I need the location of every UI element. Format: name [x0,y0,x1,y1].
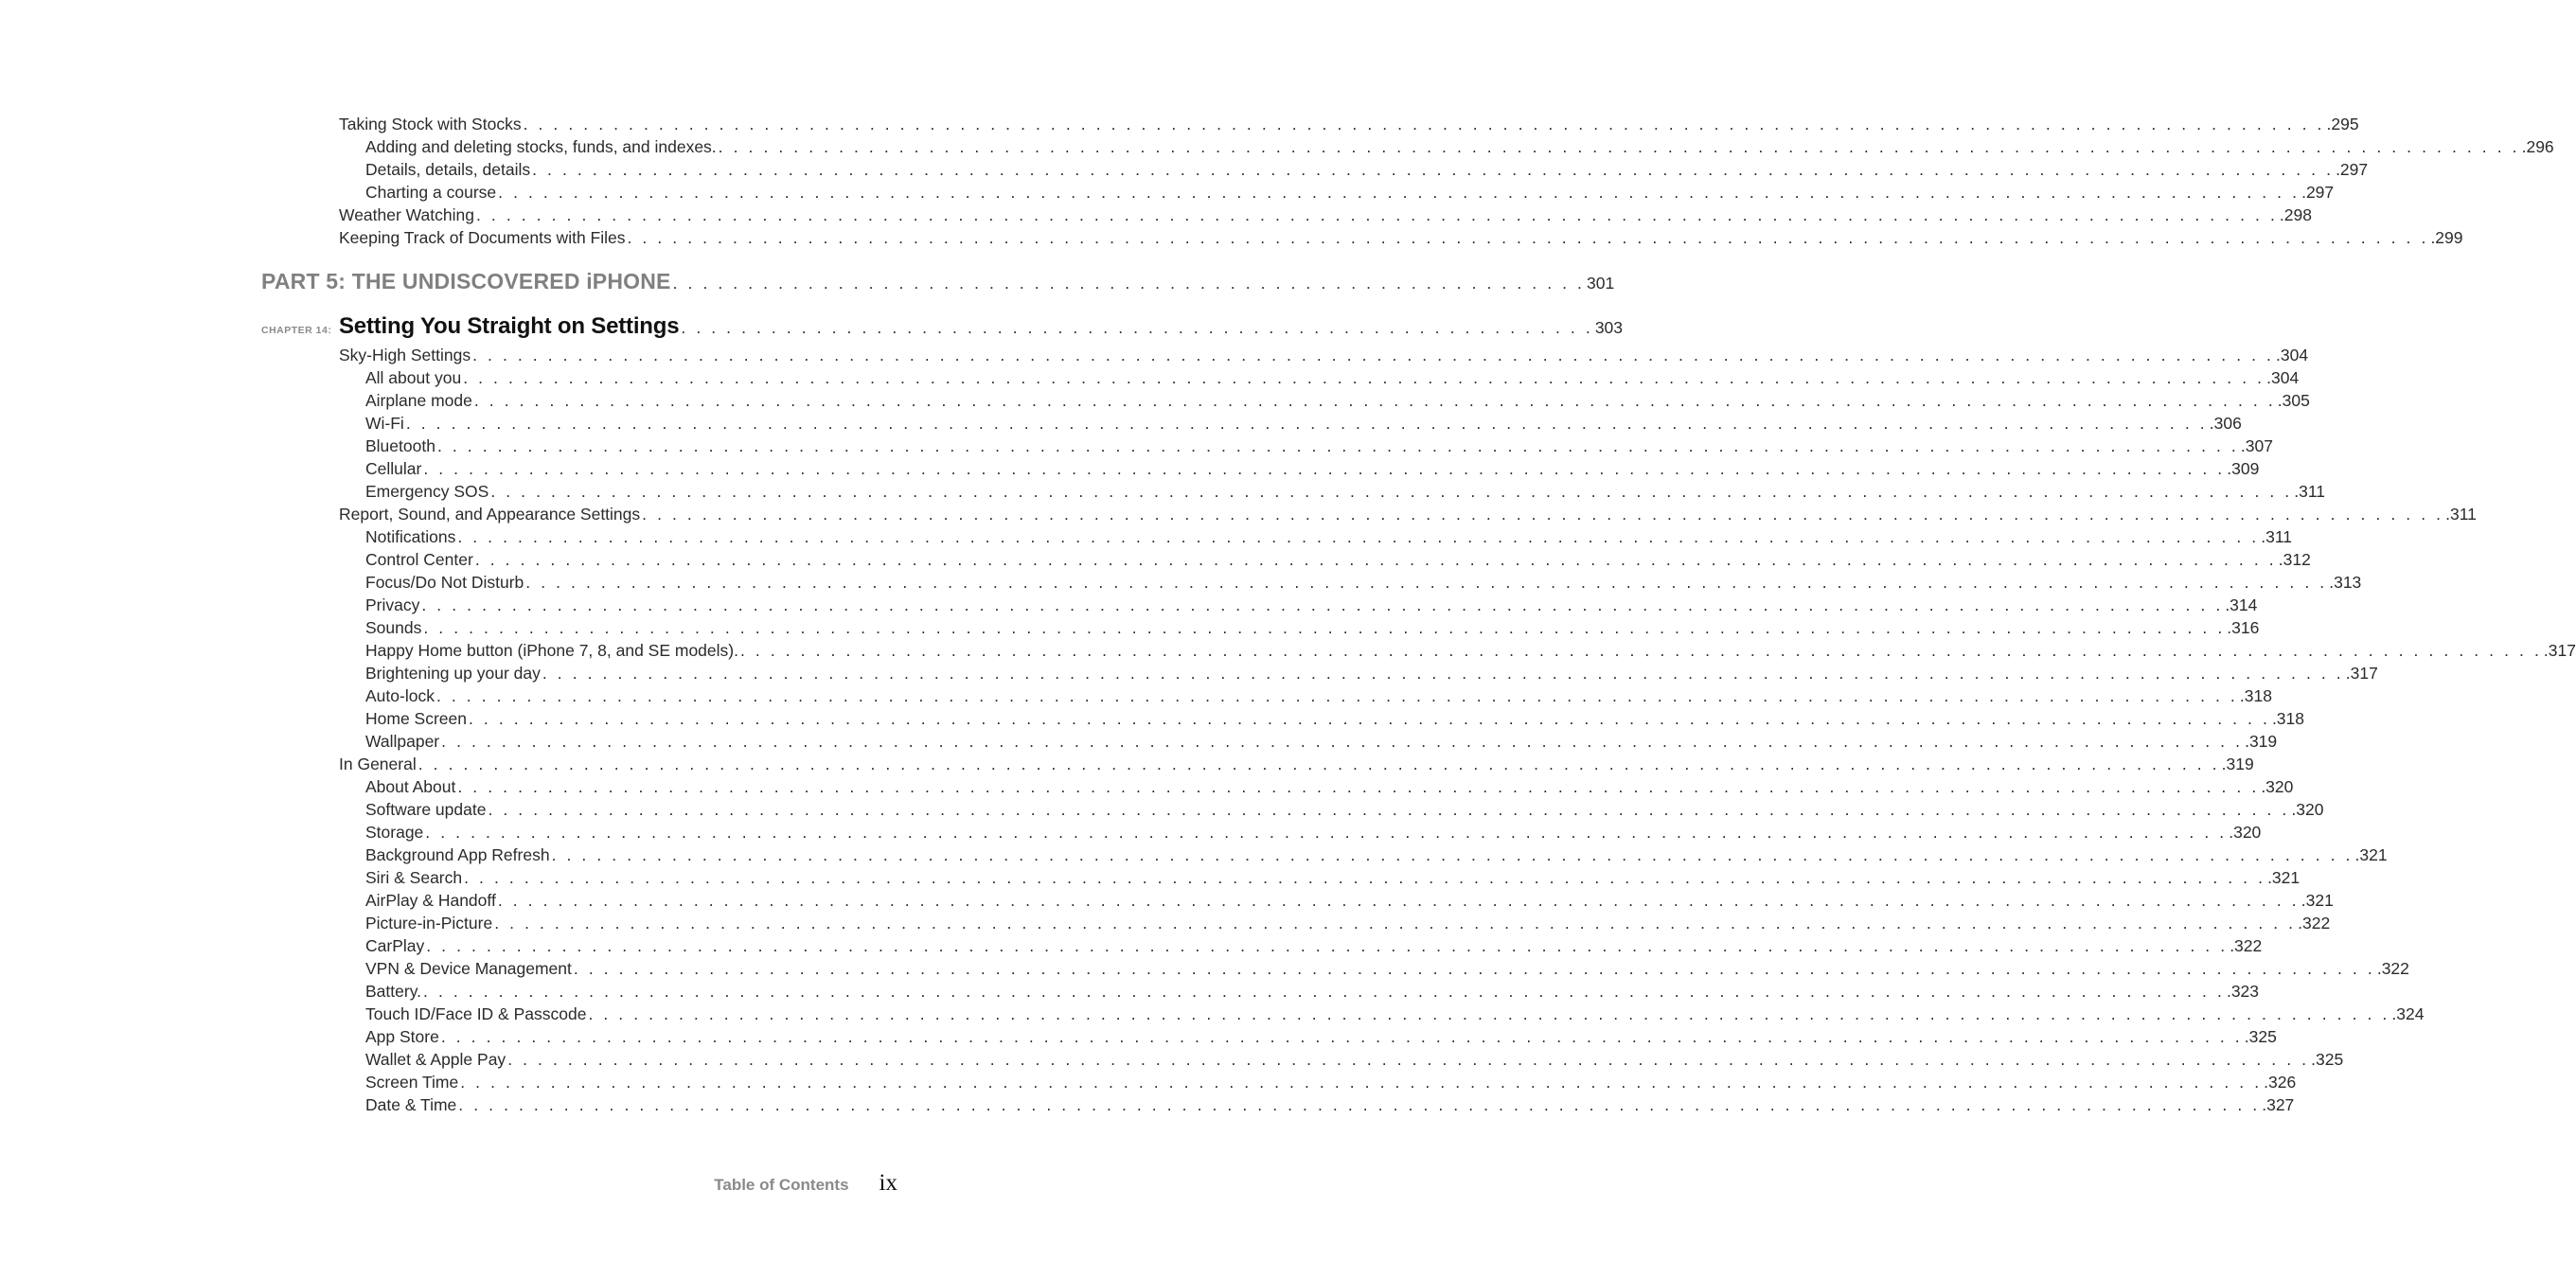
dot-leader: . . . . . . . . . . . . . . . . . . . . . . . . . . . . . . . . . . . . . . . . . . . . . . . . . . . . . . . . . . . . . . . . . . . . . . . . . . . . . . . . . . . . . . . . . . . . . . . . . . . . . . . . . . . . . . . . . . . . . . . . [417,755,2220,773]
toc-entry-page: .313 [2329,573,2362,592]
toc-entry-title: Sounds [365,618,422,637]
toc-entry[interactable] [365,135,2554,158]
toc-entry-page: .304 [2276,346,2309,364]
toc-entry[interactable] [365,912,2331,934]
dot-leader: . . . . . . . . . . . . . . . . . . . . . . . . . . . . . . . . . . . . . . . . . . . . . . . . . . . . . . . . . . . . . . . . . . . . . . . . . . . . . . . . . . . . . . . . . . . . . . . . . . . . . . . . . . . . . . . . . . . . . . . . [642,505,2444,524]
dot-leader: . . . . . . . . . . . . . . . . . . . . . . . . . . . . . . . . . . . . . . . . . . . . . . . . . . . . . . . . . . . . . . . . . . . . . . . . . . . . . . . . . . . . . . . . . . . . . . . . . . . . . . . . . . . . . . . . . . . . . . . . [460,1073,2263,1092]
dot-leader: . . . . . . . . . . . . . . . . . . . . . . . . . . . . . . . . . . . . . . . . . . . . . . . . . . . . . . . . . . . . . . . . . . . . . . . . . . . . . . . . . . . . . . . . . . . . . . . . . . . . . . . . . . . . . . . . . . . . . . . . [423,982,2225,1001]
toc-entry-page: .323 [2226,982,2260,1001]
dot-leader: . . . . . . . . . . . . . . . . . . . . . . . . . . . . . . . . . . . . . . . . . . . . . . . . . . . . . . . . . . . . . . . . . . . . . . . . . . . . . . . . . . . . . . . . . . . . . . . . . . . . . . . . . . . . . . . . . . . . . . . . [457,527,2260,546]
dot-leader: . . . . . . . . . . . . . . . . . . . . . . . . . . . . . . . . . . . . . . . . . . . . . . . . . . . . . . . . . . . . . . . . . . . . . . . . . . . . . . . . . . . . . . . . . . . . . . . . . . . . . . . . . . . . . . . . . . . . . . . . [525,573,2328,592]
toc-entry[interactable] [365,844,2388,866]
toc-entry[interactable] [365,412,2242,435]
toc-entry-page: .327 [2262,1095,2295,1114]
toc-entry[interactable] [365,571,2362,594]
toc-entry[interactable] [365,1071,2297,1093]
dot-leader: . . . . . . . . . . . . . . . . . . . . . . . . . . . . . . . . . . . . . . . . . . . . . . . . . . . . . . . . . . . . . . . . . . . . . . . . . . . . . . . . . . . . . . . . . . . . . . . . . . . . . . . . . . . . . . . . . . . . . . . . [718,137,2520,156]
toc-entry-title: Sky-High Settings [339,346,471,364]
toc-entry-title: Taking Stock with Stocks [339,115,522,133]
toc-entry-title: Adding and deleting stocks, funds, and indexes. [365,137,717,156]
dot-leader: . . . . . . . . . . . . . . . . . . . . . . . . . . . . . . . . . . . . . . . . . . . . . . . . . . . . . . . . . . . . . . . . . . . . . . . . . . . . . . . . . . . . . . . . . . . . . . . . . . . . . . . . . . . . . . . . . . . . . . . . [474,550,2277,569]
toc-entry-title: Wallpaper [365,732,440,751]
toc-entry-title: AirPlay & Handoff [365,891,496,910]
toc-entry[interactable] [365,707,2304,730]
toc-entry[interactable] [365,775,2294,798]
toc-entry-title: Weather Watching [339,205,474,224]
toc-entry-title: Background App Refresh [365,845,550,864]
toc-entry-page: .322 [2376,959,2409,978]
toc-entry-title: All about you [365,368,462,387]
dot-leader: . . . . . . . . . . . . . . . . . . . . . . . . . . . . . . . . . . . . . . . . . . . . . . . . . . . . . . . . . . . . . . . . . . . . . . . . . . . . . . . . . . . . . . . . . . . . . . . . . . . . . . . . . . . . . . . . . . . . . . . . [739,641,2542,660]
dot-leader: . . . . . . . . . . . . . . . . . . . . . . . . . . . . . . . . . . . . . . . . . . . . . . . . . . . . . . . . . . . . . . . . . . . . . . . . . . . . . . . . . . . . . . . . . . . . . . . . . . . . . . . . . . . . . . . . . . . . . . . . [507,1050,2310,1069]
dot-leader: . . . . . . . . . . . . . . . . . . . . . . . . . . . . . . . . . . . . . . . . . . . . . . . . . . . . . . . . . . . . . . . . . . . . . . . . . . . . . . . . . . . . . . . . . . . . . . . . . . . . . . . . . . . . . . . . . . . . . . . . [436,436,2239,455]
dot-leader: . . . . . . . . . . . . . . . . . . . . . . . . . . . . . . . . . . . . . . . . . . . . . . . . . . . . . . . . . . . . . . . . . . . . . . . . . . . . . . . . . . . . . . . . . . . . . . . . . . . . . . . . . . . . . . . . . . . . . . . . [475,205,2278,224]
toc-entry-title: Privacy [365,595,420,614]
toc-entry-title: Control Center [365,550,473,569]
toc-entry-page: .321 [2354,845,2388,864]
toc-entry[interactable] [365,1048,2344,1071]
dot-leader: . . . . . . . . . . . . . . . . . . . . . . . . . . . . . . . . . . . . . . . . . . . . . . . . . . . . . . . . . . . . . . . . . . . . . . . . . . . . . . . . . . . . . . . . . . . . . . . . . . . . . . . . . . . . . . . . . . . . . . . . [457,777,2260,796]
toc-entry-page: .317 [2543,641,2576,660]
toc-entry-title: Touch ID/Face ID & Passcode [365,1004,587,1023]
toc-entry-page: .326 [2264,1073,2297,1092]
toc-entry[interactable] [339,503,2477,525]
toc-entry-title: Happy Home button (iPhone 7, 8, and SE models). [365,641,738,660]
dot-leader: . . . . . . . . . . . . . . . . . . . . . . . . . . . . . . . . . . . . . . . . . . . . . . . . . . . . . . . . . . . . . . . . . . . . . . . . . . . . . . . . . . . . . . . . . . . . . . . . . . . . . . . . . . . . . . . . . . . . . . . . [469,709,2270,728]
dot-leader: . . . . . . . . . . . . . . . . . . . . . . . . . . . . . . . . . . . . . . . . . . . . . . . . . . . . . . . . . . . . . . . . . . . . . . . . . . . . . . . . . . . . . . . . . . . . . . . . . . . . . . . . . . . . . . . . . . . . . . . . [627,228,2429,247]
toc-entry[interactable] [339,204,2312,226]
toc-entry-title: Details, details, details [365,160,531,179]
toc-entry-page: .320 [2229,823,2262,842]
dot-leader: . . . . . . . . . . . . . . . . . . . . . . . . . . . . . . . . . . . . . . . . . . . . . . . . . . . . . . . . . . . . . . . . . . . . . . . . . . . . . . . . . . . . . . . . . . . . . . . . . . . . . . . . . . . . . . . . . . . . . . . . [423,459,2226,478]
toc-entry[interactable] [365,662,2378,684]
toc-entry-page: .325 [2244,1027,2277,1046]
toc-entry[interactable] [365,798,2324,821]
toc-entry[interactable] [365,548,2311,571]
toc-entry-page: .322 [2230,936,2263,955]
dot-leader: . . . . . . . . . . . . . . . . . . . . . . . . . . . . . . . . . . . . . . . . . . . . . . . . . . . . . . . . . . . . . . . . . . . . . . . . . . . . . . . . . . . . . . . . . . . . . . . . . . . . . . . . . . . . . . . . . . . . . . . . [532,160,2335,179]
toc-entry[interactable] [365,389,2310,412]
toc-entry[interactable] [365,616,2260,639]
toc-entry[interactable] [365,889,2334,912]
dot-leader: . . . . . . . . . . . . . . . . . . . . . . . . . . . . . . . . . . . . . . . . . . . . . . . . . . . . . . . . . . . . . . . . . . . . . . . . . . . . . . . . . . . . . . . . . . . . . . . . . . . . . . . . . . . . . . . . . . . . . . . . [425,823,2228,842]
dot-leader: . . . . . . . . . . . . . . . . . . . . . . . . . . . . . . . . . . . . . . . . . . . . . . . . . . . . . . . . . . . . . . . . . . . . . . . . . . . . . . . . . . . . . . . . . . . . . . . . . . . . . . . . . . . . . . . . . . . . . . . . [435,686,2238,705]
toc-entry[interactable] [365,684,2272,707]
toc-entry[interactable] [339,113,2359,135]
toc-entry[interactable] [365,181,2335,204]
toc-entry-page: .319 [2245,732,2278,751]
dot-leader: . . . . . . . . . . . . . . . . . . . . . . . . . . . . . . . . . . . . . . . . . . . . . . . . . . . . . . . . . . . . . . . . . . . . . . . . . . . . . . . . . . . . . . . . . . . . . . . . . . . . . . . . . . . . . . . . . . . . . . . . [588,1004,2390,1023]
dot-leader: . . . . . . . . . . . . . . . . . . . . . . . . . . . . . . . . . . . . . . . . . . . . . . . . . . . . . . . . . . . . . . . . . . . . . . . . . . . . . . . . . . . . . . . . . . . . . . . . . . . . . . . . . . . . . . . . . . . . . . . . [551,845,2354,864]
toc-entry-title: In General [339,755,417,773]
toc-entry[interactable] [365,366,2300,389]
page-footer [714,1170,897,1197]
toc-entry[interactable] [339,344,2309,366]
toc-entry-page: .307 [2240,436,2273,455]
footer-label: Table of Contents [714,1176,849,1194]
toc-entry-title: Airplane mode [365,391,472,410]
toc-entry[interactable] [365,480,2326,503]
dot-leader: . . . . . . . . . . . . . . . . . . . . . . . . . . . . . . . . . . . . . . . . . . . . . . . . . . . . . . . . . . . . . . . . . . . . . . . . . . . . . . . . . . . . . . . . . . . . . . . . . . . . . . . . . . . . . . . . . . . . . . . . [542,664,2344,683]
toc-entry-title: App Store [365,1027,439,1046]
toc-entry[interactable] [365,866,2301,889]
dot-leader: . . . . . . . . . . . . . . . . . . . . . . . . . . . . . . . . . . . . . . . . . . . . . . . . . . . . . . . . . . . . . . . . . . . . . . . . . . . . . . . . . . . . . . . . . . . . . . . . . . . . . . . . . . . . . . . . . . . . . . . . [573,959,2375,978]
toc-entry[interactable] [365,1093,2295,1116]
dot-leader: . . . . . . . . . . . . . . . . . . . . . . . . . . . . . . . . . . . . . . . . . . . . . . . . . . . . . . . . . . . . . . . . . . . . . . . . . . . . . . . . . . . . . . . . . . . . . . . . . . . . . . . . . . . . . . . . . . . . . . . . [523,115,2325,133]
dot-leader: . . . . . . . . . . . . . . . . . . . . . . . . . . . . . . . . . . . . . . . . . . . . . . . . . . . . . . . . . . . . . . . . . . . . . . . . . . . . . . . . . . . . . . . . . . . . . . . . . . . . . . . . . . . . . . . . . . . . . . . . [464,868,2266,887]
toc-entry-page: .298 [2279,205,2312,224]
part-title: PART 5: THE UNDISCOVERED iPHONE [261,269,671,293]
toc-entry-title: Date & Time [365,1095,457,1114]
chapter-page: 303 [1594,318,1624,337]
toc-entry-title: Storage [365,823,424,842]
toc-entry-title: Focus/Do Not Disturb [365,573,524,592]
toc-entry-title: Brightening up your day [365,664,541,683]
page-number: ix [879,1170,897,1196]
toc-entry[interactable] [365,457,2260,480]
toc-entry-page: .321 [2301,891,2334,910]
toc-entry-page: .321 [2267,868,2301,887]
toc-entry-title: Wi-Fi [365,414,404,433]
toc-entry-title: Cellular [365,459,422,478]
dot-leader: . . . . . . . . . . . . . . . . . . . . . . . . . . . . . . . . . . . . . . . . . . . . . . . . . . . . . . . . . . . . . . . . . . . . . . . . . . . . . . . . . . . . . . . . . . . . . . . . . . . . . . . . . . . . . . . . . . . . . . . . [440,1027,2243,1046]
dot-leader: . . . . . . . . . . . . . . . . . . . . . . . . . . . . . . . . . . . . . . . . . . . . . . . . . . . . . . . . . . . . . . . . . . . . . . . . . . . . . . . . . . . . . . . . . . . . . . . . . . . . . . . . . . . . . . . . . . . . . . . . [473,391,2276,410]
toc-entry-title: Emergency SOS [365,482,489,501]
toc-entry-title: Home Screen [365,709,467,728]
toc-entry-page: .297 [2336,160,2369,179]
toc-entry-page: .318 [2239,686,2272,705]
toc-entry-page: .316 [2227,618,2260,637]
dot-leader: . . . . . . . . . . . . . . . . . . . . . . . . . . . . . . . . . . . . . . . . . . . . . . . . . . . . . . . . . . . . . . . . . . . . . . . . . . . . . . . . . . . . . . . . . . . . . . . . . . . . . . . . . . . . . . . . . . . . . . . . [488,800,2290,819]
toc-entry-title: Bluetooth [365,436,435,455]
toc-entry-page: .297 [2301,183,2335,202]
dot-leader: . . . . . . . . . . . . . . . . . . . . . . . . . . . . . . . . . . . . . . . . . . . . . . . . . . . . . . . . . . . . . . . . . . . . . . . . . . . . . . . . . . . . . . . . . . . . . . . . . . . . . . . . . . . . . . . . . . . . . . . . [421,595,2224,614]
toc-entry-title: Siri & Search [365,868,463,887]
part-heading[interactable] [261,269,1615,294]
toc-entry-title: Battery. [365,982,422,1001]
toc-entry[interactable] [365,525,2293,548]
toc-entry[interactable] [339,753,2254,775]
chapter-label: CHAPTER 14: [261,325,332,336]
dot-leader: . . . . . . . . . . . . . . . . . . . . . . . . . . . . . . . . . . . . . . . . . . . . . . . . . . . . . . . . . . . . . [672,274,1586,293]
toc-entry-title: Software update [365,800,487,819]
toc-entry-page: .305 [2277,391,2310,410]
dot-leader: . . . . . . . . . . . . . . . . . . . . . . . . . . . . . . . . . . . . . . . . . . . . . . . . . . . . . . . . . . . . . . . . . . . . . . . . . . . . . . . . . . . . . . . . . . . . . . . . . . . . . . . . . . . . . . . . . . . . . . . . [494,914,2297,932]
toc-entry[interactable] [365,980,2260,1003]
toc-entry-page: .318 [2271,709,2304,728]
toc-entry[interactable] [365,730,2278,753]
toc-entry-page: .314 [2225,595,2258,614]
toc-entry-title: About About [365,777,456,796]
toc-entry-page: .325 [2311,1050,2344,1069]
toc-entry-title: Picture-in-Picture [365,914,493,932]
toc-entry-title: Keeping Track of Documents with Files [339,228,626,247]
toc-entry-page: .304 [2266,368,2300,387]
toc-entry[interactable] [365,594,2258,616]
dot-leader: . . . . . . . . . . . . . . . . . . . . . . . . . . . . . . . . . . . . . . . . . . . . . . . . . . . . . . . . . . . . . . . . . . . . . . . . . . . . . . . . . . . . . . . . . . . . . . . . . . . . . . . . . . . . . . . . . . . . . . . . [426,936,2229,955]
toc-entry-title: CarPlay [365,936,425,955]
dot-leader: . . . . . . . . . . . . . . . . . . . . . . . . . . . . . . . . . . . . . . . . . . . . . . . . . . . . . . . . . . . . . . . . . . . . . . . . . . . . . . . . . . . . . . . . . . . . . . . . . . . . . . . . . . . . . . . . . . . . . . . . [458,1095,2261,1114]
toc-entry-title: Notifications [365,527,456,546]
toc-entry-page: .320 [2291,800,2324,819]
toc-entry-page: .309 [2227,459,2260,478]
toc-entry-title: Auto-lock [365,686,435,705]
toc-entry-title: Report, Sound, and Appearance Settings [339,505,641,524]
toc-entry-page: .319 [2221,755,2254,773]
dot-leader: . . . . . . . . . . . . . . . . . . . . . . . . . . . . . . . . . . . . . . . . . . . . . . . . . . . . . . . . . . . . . . . . . . . . . . . . . . . . . . . . . . . . . . . . . . . . . . . . . . . . . . . . . . . . . . . . . . . . . . . . [472,346,2275,364]
toc-entry-title: Charting a course [365,183,497,202]
part-page: 301 [1587,274,1615,293]
toc-entry-page: .299 [2430,228,2463,247]
toc-entry[interactable] [365,435,2273,457]
toc-entry[interactable] [365,1003,2425,1025]
toc-entry[interactable] [365,821,2262,844]
toc-entry-page: .311 [2261,527,2293,546]
toc-entry-page: .320 [2261,777,2294,796]
toc-entry[interactable] [365,934,2263,957]
toc-entry-page: .311 [2294,482,2326,501]
dot-leader: . . . . . . . . . . . . . . . . . . . . . . . . . . . . . . . . . . . . . . . . . . . . . . . . . . . . . . . . . . . . . . . . . . . . . . . . . . . . . . . . . . . . . . . . . . . . . . . . . . . . . . . . . . . . . . . . . . . . . . . . [497,891,2300,910]
dot-leader: . . . . . . . . . . . . . . . . . . . . . . . . . . . . . . . . . . . . . . . . . . . . . . . . . . . . . . . . . . . . . . . . . . . . . . . . . . . . . . . . . . . . . . . . . . . . . . . . . . . . . . . . . . . . . . . . . . . . . . . . [463,368,2265,387]
toc-entry-page: .324 [2391,1004,2425,1023]
toc-entry-page: .306 [2209,414,2242,433]
dot-leader: . . . . . . . . . . . . . . . . . . . . . . . . . . . . . . . . . . . . . . . . . . . . . . . . . . . . . . . . . . . . . . . . . . . . . . . . . . . . . . . . . . . . . . . . . . . . . . . . . . . . . . . . . . . . . . . . . . . . . . . . [490,482,2293,501]
dot-leader: . . . . . . . . . . . . . . . . . . . . . . . . . . . . . . . . . . . . . . . . . . . . . . . . . . . . . . . . . . . . . . . . . . . . . . . . . . . . . . . . . . . . . . . . . . . . . . . . . . . . . . . . . . . . . . . . . . . . . . . . [405,414,2208,433]
toc-entry[interactable] [365,158,2369,181]
toc-entry[interactable] [365,1025,2277,1048]
chapter-title: Setting You Straight on Settings [339,313,680,339]
toc-entry[interactable] [339,226,2463,249]
toc-entry[interactable] [365,639,2576,662]
toc-entry-page: .317 [2345,664,2378,683]
toc-entry-page: .312 [2278,550,2311,569]
toc-entry-page: .296 [2521,137,2554,156]
toc-entry-page: .295 [2326,115,2359,133]
toc-entry[interactable] [365,957,2409,980]
dot-leader: . . . . . . . . . . . . . . . . . . . . . . . . . . . . . . . . . . . . . . . . . . . . . . . . . . . . . . . . . . . . . . . . . . . . . . . . . . . . . . . . . . . . . . . . . . . . . . . . . . . . . . . . . . . . . . . . . . . . . . . . [498,183,2301,202]
dot-leader: . . . . . . . . . . . . . . . . . . . . . . . . . . . . . . . . . . . . . . . . . . . . . . . . . . . . . . . . . . . . . [681,318,1593,337]
dot-leader: . . . . . . . . . . . . . . . . . . . . . . . . . . . . . . . . . . . . . . . . . . . . . . . . . . . . . . . . . . . . . . . . . . . . . . . . . . . . . . . . . . . . . . . . . . . . . . . . . . . . . . . . . . . . . . . . . . . . . . . . [441,732,2244,751]
toc-entry-title: Screen Time [365,1073,459,1092]
chapter-heading[interactable] [261,313,1624,340]
dot-leader: . . . . . . . . . . . . . . . . . . . . . . . . . . . . . . . . . . . . . . . . . . . . . . . . . . . . . . . . . . . . . . . . . . . . . . . . . . . . . . . . . . . . . . . . . . . . . . . . . . . . . . . . . . . . . . . . . . . . . . . . [423,618,2226,637]
toc-entry-page: .311 [2445,505,2477,524]
toc-entry-page: .322 [2298,914,2331,932]
toc-entry-title: VPN & Device Management [365,959,572,978]
toc-entry-title: Wallet & Apple Pay [365,1050,506,1069]
